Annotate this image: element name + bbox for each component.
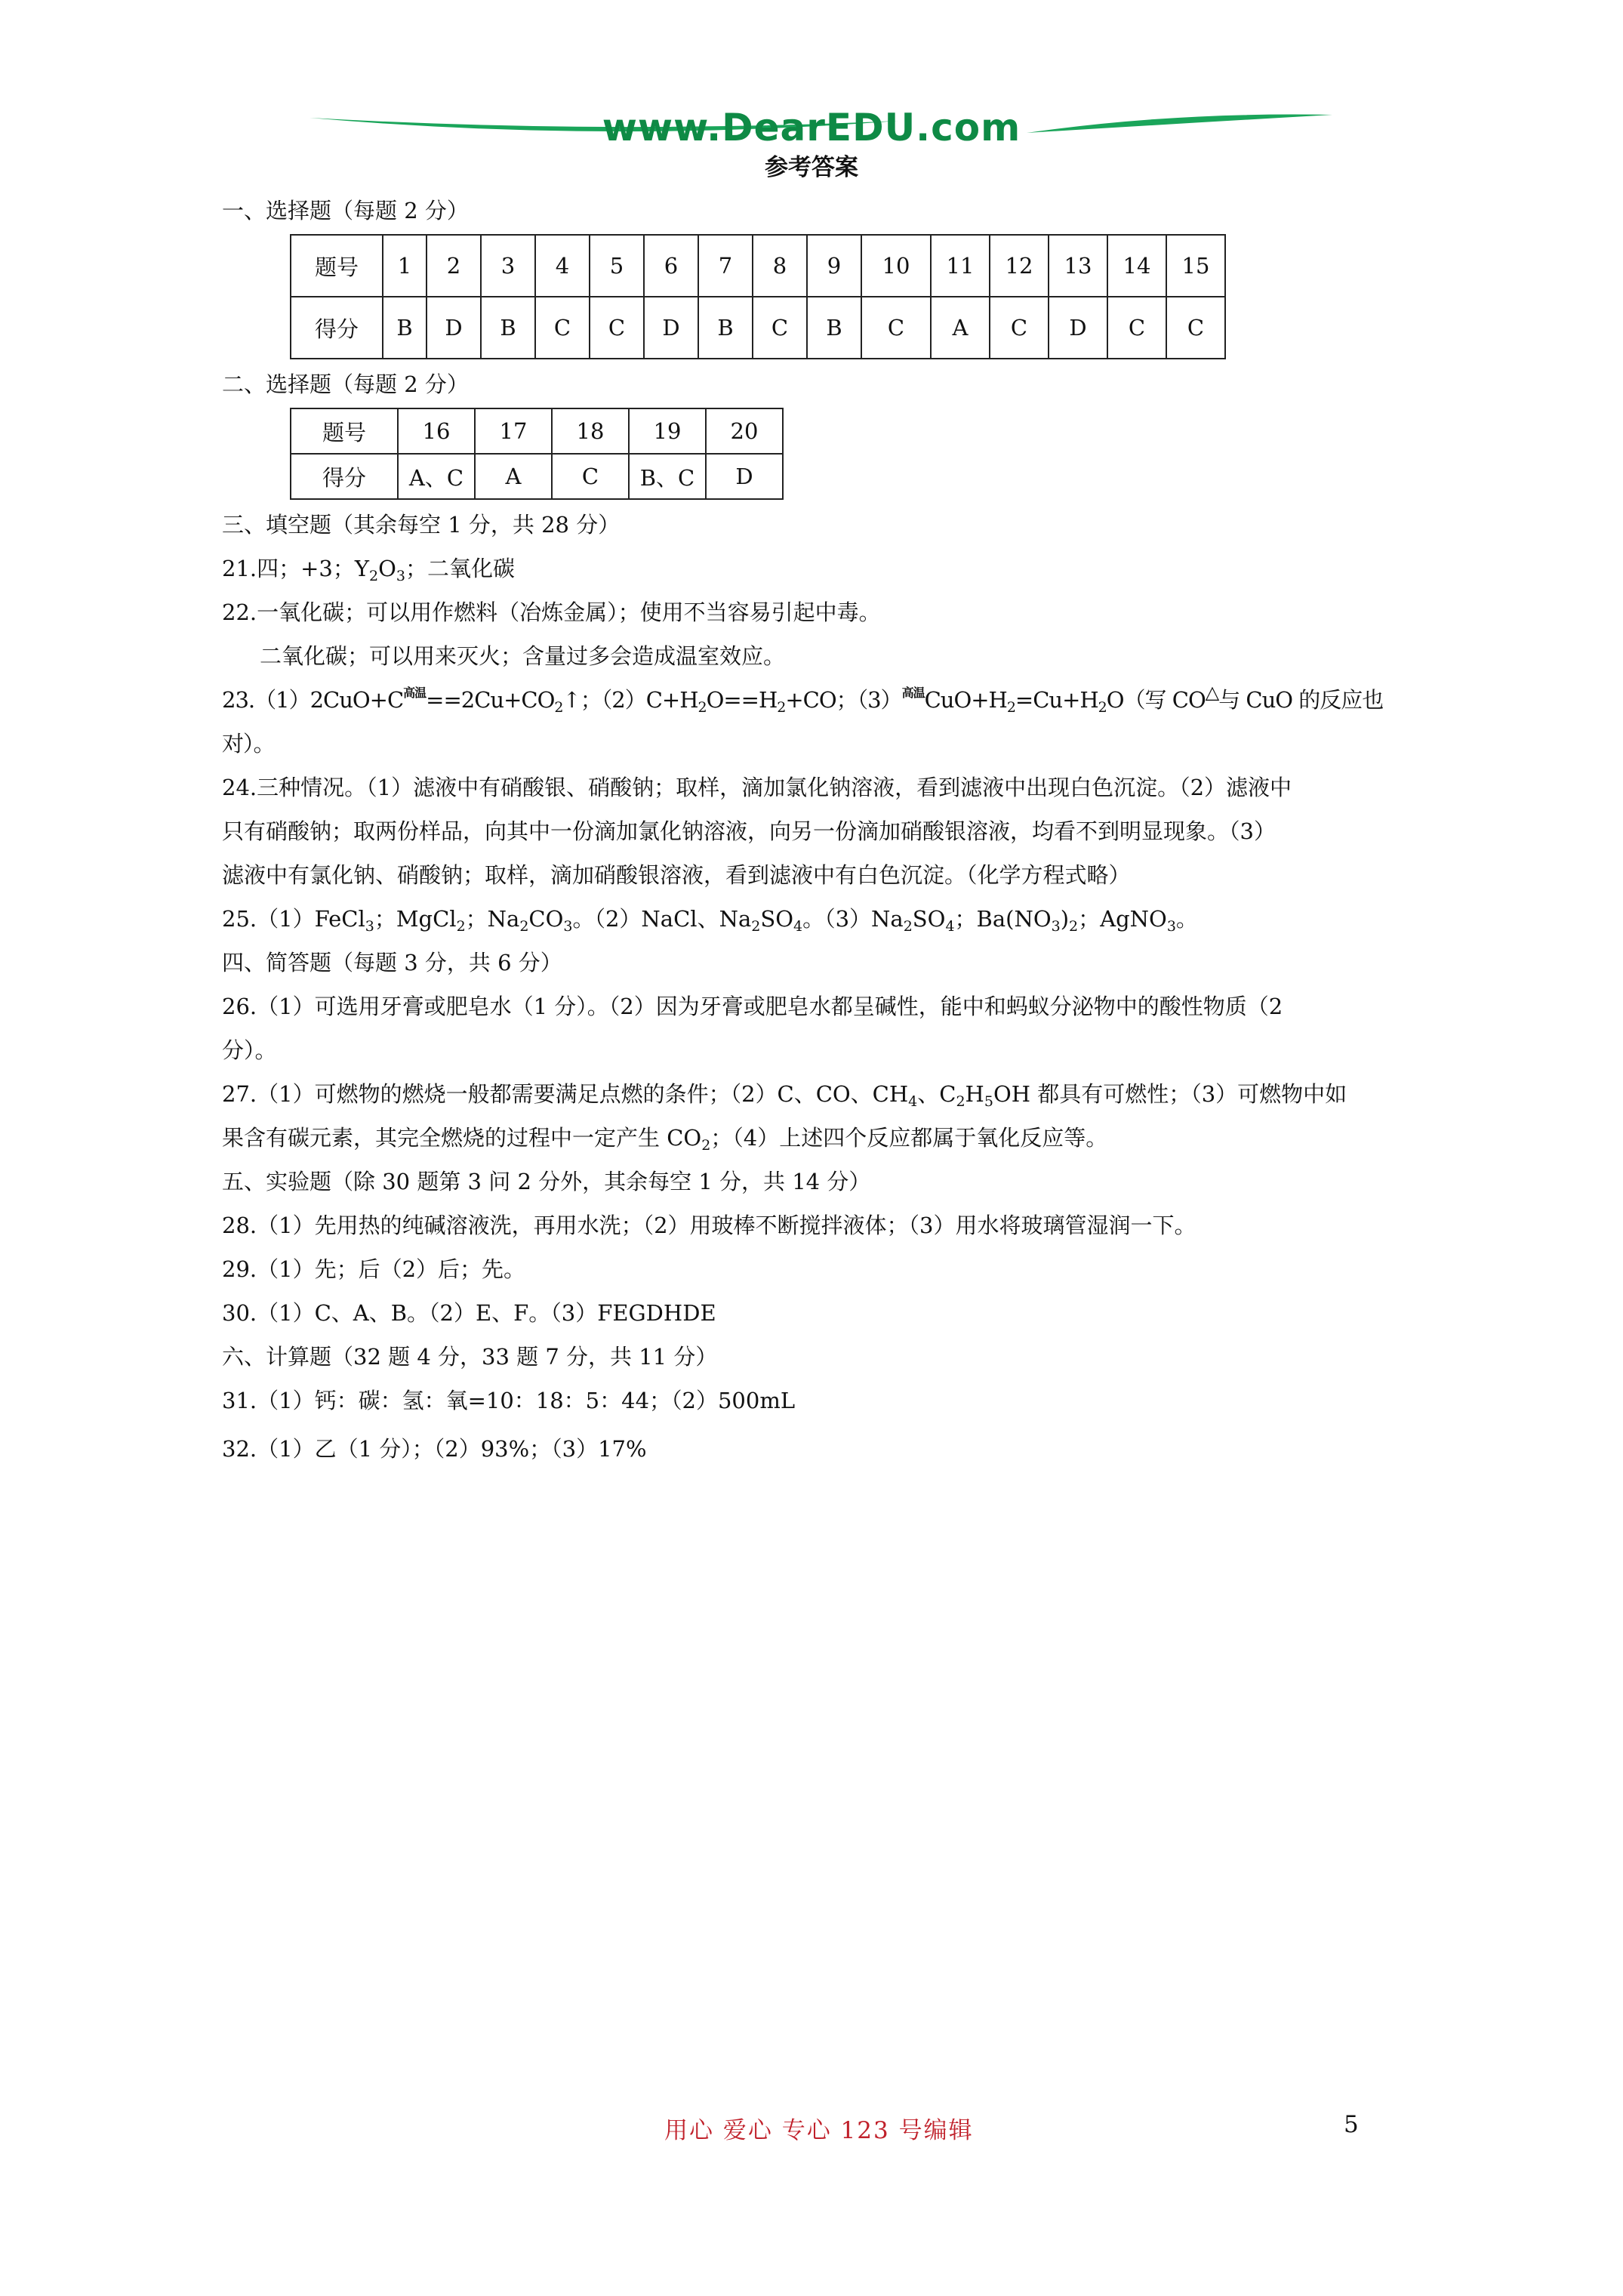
page-title: 参考答案 xyxy=(765,154,858,181)
table-cell: C xyxy=(861,297,931,359)
section-heading: 五、实验题（除 30 题第 3 问 2 分外，其余每空 1 分，共 14 分） xyxy=(222,1169,871,1194)
table-cell: 12 xyxy=(990,235,1049,297)
table-cell: 15 xyxy=(1166,235,1225,297)
answer-24-cont: 只有硝酸钠；取两份样品，向其中一份滴加氯化钠溶液，向另一份滴加硝酸银溶液，均看不到明显现象。（3） xyxy=(222,818,1276,844)
answer-23: $23.(1)2CuO+C^{高温}==2Cu+CO_2↑$；$(2)C+H_2O==H_2+CO$；$(3)^{高温}CuO+H_2=Cu+H_2O$（写 CO△与 CuO 的反应也对）。 xyxy=(222,681,1384,757)
table-cell: 题号 xyxy=(291,235,383,297)
answer-32: 32.（1）乙（1 分）；（2）93%；（3）17% xyxy=(222,1436,647,1462)
table-row xyxy=(291,297,1225,359)
table-cell: C xyxy=(552,454,629,499)
table-cell: 14 xyxy=(1107,235,1166,297)
answer-22-cont: 二氧化碳；可以用来灭火；含量过多会造成温室效应。 xyxy=(260,643,786,669)
table-cell: 10 xyxy=(861,235,931,297)
footer-note: 用心 爱心 专心 123 号编辑 xyxy=(664,2117,974,2144)
heat-triangle-icon: △ xyxy=(1205,681,1219,703)
table-cell: 2 xyxy=(427,235,481,297)
table-cell: 4 xyxy=(535,235,590,297)
table-cell: D xyxy=(1049,297,1107,359)
table-cell: A、C xyxy=(398,454,475,499)
table-cell: 3 xyxy=(481,235,535,297)
answer-28: 28.（1）先用热的纯碱溶液洗，再用水洗；（2）用玻棒不断搅拌液体；（3）用水将玻璃管湿润一下。 xyxy=(222,1213,1196,1238)
table-cell: C xyxy=(1107,297,1166,359)
table-cell: 18 xyxy=(552,408,629,454)
table-cell: A xyxy=(931,297,990,359)
answer-29: 29.（1）先；后（2）后；先。 xyxy=(222,1256,526,1282)
answer-26-cont: 分）。 xyxy=(222,1037,277,1063)
right-swoosh-icon xyxy=(1023,104,1340,149)
page-number: 5 xyxy=(1344,2111,1359,2138)
table-cell: 8 xyxy=(753,235,807,297)
table-cell: 19 xyxy=(629,408,706,454)
table-cell: B xyxy=(383,297,427,359)
answer-24-cont: 滤液中有氯化钠、硝酸钠；取样，滴加硝酸银溶液，看到滤液中有白色沉淀。（化学方程式略） xyxy=(222,862,1131,888)
table-cell: 7 xyxy=(698,235,753,297)
table-cell: D xyxy=(644,297,698,359)
table-row xyxy=(291,454,783,499)
answer-31: 31.（1）钙：碳：氢：氧=10：18：5：44；（2）500mL xyxy=(222,1388,796,1413)
answer-table-1 xyxy=(290,234,1226,359)
answer-26: 26.（1）可选用牙膏或肥皂水（1 分）。（2）因为牙膏或肥皂水都呈碱性，能中和蚂蚁分泌物中的酸性物质（2 xyxy=(222,994,1283,1019)
answer-24: 24.三种情况。（1）滤液中有硝酸银、硝酸钠；取样，滴加氯化钠溶液，看到滤液中出现白色沉淀。（2）滤液中 xyxy=(222,775,1292,800)
table-cell: C xyxy=(990,297,1049,359)
table-cell: 9 xyxy=(807,235,861,297)
section-heading: 一、选择题（每题 2 分） xyxy=(222,198,469,223)
table-cell: 11 xyxy=(931,235,990,297)
site-logo[interactable]: www.DearEDU.com xyxy=(602,106,1021,149)
table-cell: B xyxy=(481,297,535,359)
table-cell: 题号 xyxy=(291,408,398,454)
answer-table-2 xyxy=(290,408,784,500)
table-cell: D xyxy=(706,454,783,499)
section-heading: 四、简答题（每题 3 分，共 6 分） xyxy=(222,950,562,975)
table-cell: 得分 xyxy=(291,297,383,359)
table-cell: D xyxy=(427,297,481,359)
section-heading: 二、选择题（每题 2 分） xyxy=(222,371,469,397)
table-cell: 20 xyxy=(706,408,783,454)
table-cell: 17 xyxy=(475,408,552,454)
table-cell: 1 xyxy=(383,235,427,297)
table-row xyxy=(291,235,1225,297)
table-cell: 6 xyxy=(644,235,698,297)
table-row xyxy=(291,408,783,454)
table-cell: 16 xyxy=(398,408,475,454)
table-cell: 13 xyxy=(1049,235,1107,297)
section-heading: 三、填空题（其余每空 1 分，共 28 分） xyxy=(222,512,621,538)
table-cell: 5 xyxy=(590,235,644,297)
table-cell: B xyxy=(698,297,753,359)
answer-27: 27.（1）可燃物的燃烧一般都需要满足点燃的条件；（2）C、CO、$CH_4$、$C_2H_5OH$ 都具有可燃性；（3）可燃物中如 xyxy=(222,1081,1347,1110)
answer-30: 30.（1）C、A、B。（2）E、F。（3）FEGDHDE xyxy=(222,1300,716,1326)
table-cell: C xyxy=(753,297,807,359)
answer-22: 22.一氧化碳；可以用作燃料（冶炼金属）；使用不当容易引起中毒。 xyxy=(222,599,881,625)
table-cell: B xyxy=(807,297,861,359)
table-cell: 得分 xyxy=(291,454,398,499)
table-cell: A xyxy=(475,454,552,499)
answer-27-cont: 果含有碳元素，其完全燃烧的过程中一定产生 $CO_2$；（4）上述四个反应都属于氧化反应等。 xyxy=(222,1125,1108,1154)
table-cell: C xyxy=(1166,297,1225,359)
table-cell: C xyxy=(590,297,644,359)
answer-content xyxy=(222,189,1415,1471)
answer-25: 25.（1）FeCl$_3$；MgCl$_2$；$Na_2CO_3$。（2）NaCl、$Na_2SO_4$。$(3)Na_2SO_4$；$Ba(NO_3)_2$；AgNO$_3$。 xyxy=(222,906,1198,935)
table-cell: B、C xyxy=(629,454,706,499)
answer-21: 21.四；+3；$Y_2O_3$；二氧化碳 xyxy=(222,556,515,584)
table-cell: C xyxy=(535,297,590,359)
section-heading: 六、计算题（32 题 4 分，33 题 7 分，共 11 分） xyxy=(222,1344,718,1370)
